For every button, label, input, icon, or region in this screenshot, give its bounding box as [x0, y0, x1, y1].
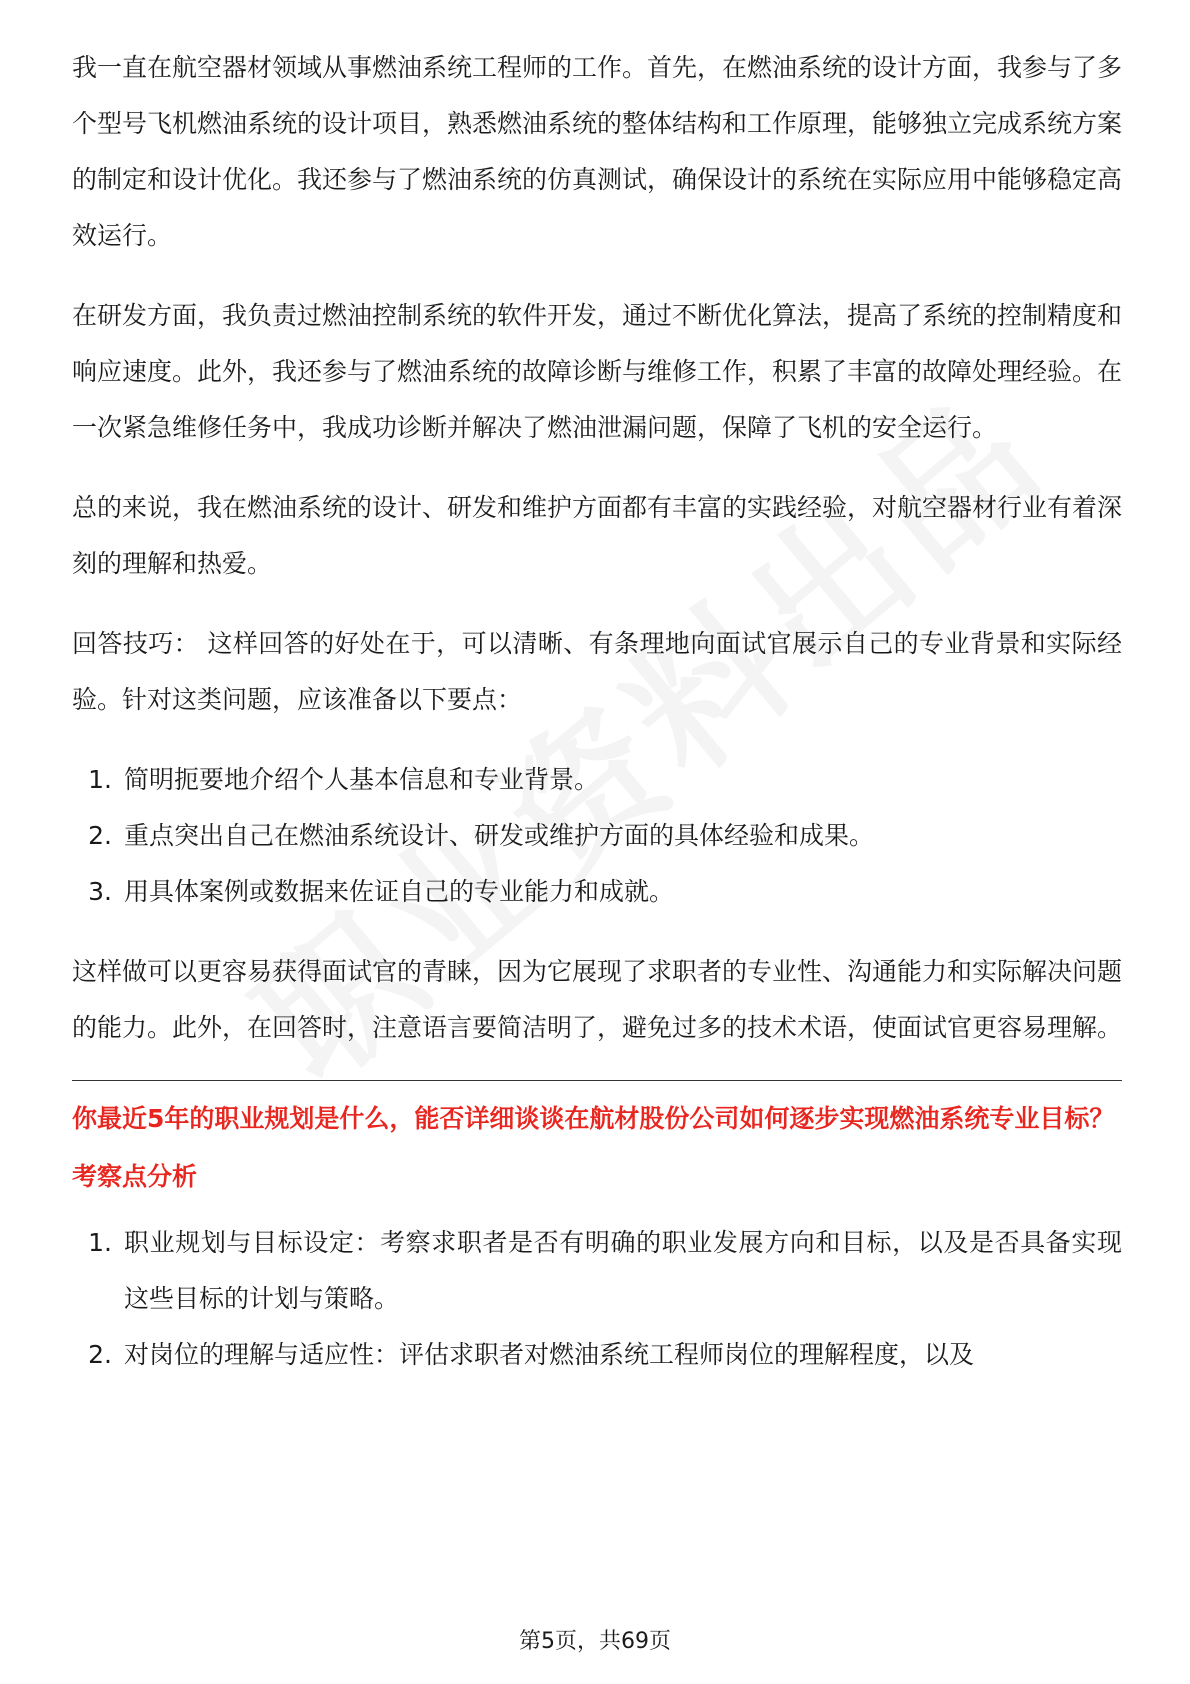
analysis-list — [72, 1215, 1122, 1383]
tips-list — [72, 752, 1122, 920]
list-number: 1. — [88, 765, 112, 794]
question-heading: 你最近5年的职业规划是什么，能否详细谈谈在航材股份公司如何逐步实现燃油系统专业目标？ — [72, 1104, 1115, 1133]
paragraph-research: 在研发方面，我负责过燃油控制系统的软件开发，通过不断优化算法，提高了系统的控制精度和响应速度。此外，我还参与了燃油系统的故障诊断与维修工作，积累了丰富的故障处理经验。在一次紧急维修任务中，我成功诊断并解决了燃油泄漏问题，保障了飞机的安全运行。 — [72, 301, 1123, 442]
list-number: 3. — [88, 877, 112, 906]
list-item — [72, 752, 1122, 808]
list-item — [72, 1327, 1122, 1383]
tips-intro: 回答技巧： 这样回答的好处在于，可以清晰、有条理地向面试官展示自己的专业背景和实际经验。针对这类问题，应该准备以下要点： — [72, 629, 1122, 714]
list-text: 重点突出自己在燃油系统设计、研发或维护方面的具体经验和成果。 — [124, 821, 875, 850]
list-number: 2. — [88, 821, 112, 850]
section-divider — [72, 1080, 1122, 1081]
paragraph-summary: 总的来说，我在燃油系统的设计、研发和维护方面都有丰富的实践经验，对航空器材行业有着深刻的理解和热爱。 — [72, 493, 1123, 578]
list-item — [72, 808, 1122, 864]
list-text: 职业规划与目标设定：考察求职者是否有明确的职业发展方向和目标，以及是否具备实现这些目标的计划与策略。 — [124, 1228, 1122, 1313]
document-body — [72, 40, 1122, 1407]
list-text: 对岗位的理解与适应性：评估求职者对燃油系统工程师岗位的理解程度，以及 — [124, 1340, 975, 1369]
paragraph-design: 我一直在航空器材领域从事燃油系统工程师的工作。首先，在燃油系统的设计方面，我参与了多个型号飞机燃油系统的设计项目，熟悉燃油系统的整体结构和工作原理，能够独立完成系统方案的制定和设计优化。我还参与了燃油系统的仿真测试，确保设计的系统在实际应用中能够稳定高效运行。 — [72, 53, 1123, 250]
list-number: 2. — [88, 1340, 112, 1369]
list-item — [72, 1215, 1122, 1327]
list-number: 1. — [88, 1228, 112, 1257]
list-item — [72, 864, 1122, 920]
tips-conclusion: 这样做可以更容易获得面试官的青睐，因为它展现了求职者的专业性、沟通能力和实际解决问题的能力。此外，在回答时，注意语言要简洁明了，避免过多的技术术语，使面试官更容易理解。 — [72, 957, 1123, 1042]
page-footer: 第5页，共69页 — [519, 1629, 671, 1654]
analysis-heading: 考察点分析 — [72, 1162, 198, 1191]
list-text: 简明扼要地介绍个人基本信息和专业背景。 — [124, 765, 600, 794]
list-text: 用具体案例或数据来佐证自己的专业能力和成就。 — [124, 877, 675, 906]
